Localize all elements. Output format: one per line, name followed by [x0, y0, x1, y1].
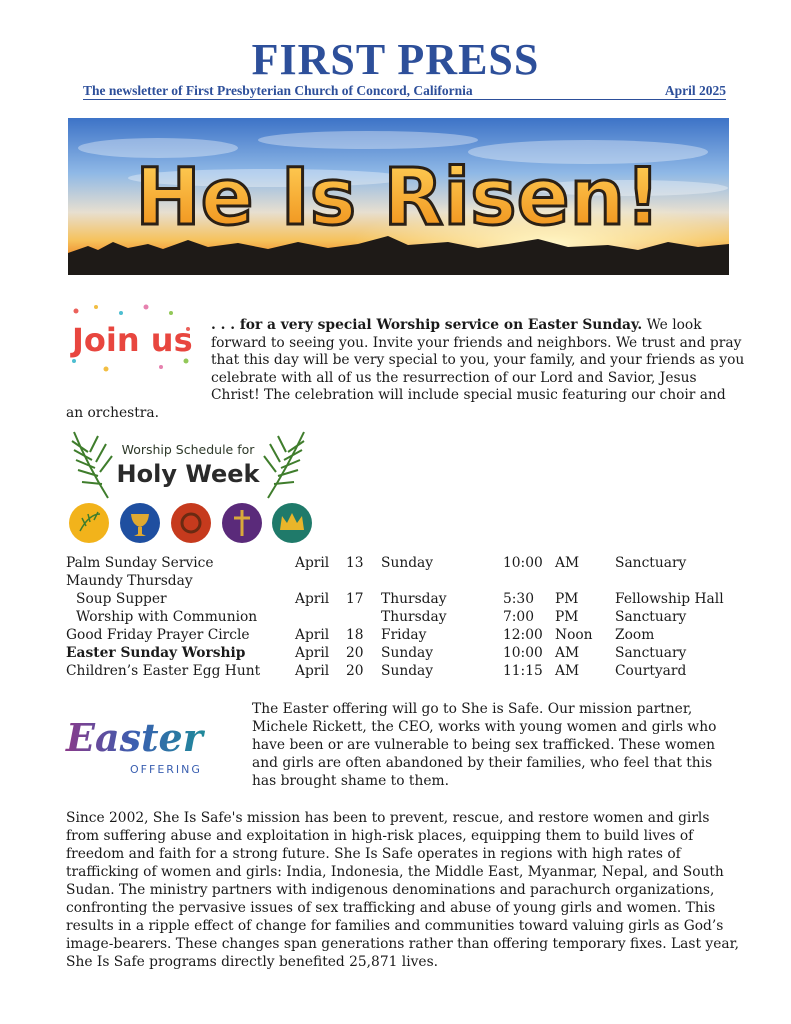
schedule-time: 5:30 — [503, 591, 534, 607]
schedule-event: Maundy Thursday — [66, 573, 193, 589]
palm-branch-left-icon — [72, 432, 112, 498]
easter-logo-sub: OFFERING — [130, 763, 202, 776]
join-us-lead: . . . for a very special Worship service on Easter Sunday. — [211, 317, 643, 333]
schedule-event: Easter Sunday Worship — [66, 645, 246, 661]
schedule-event: Worship with Communion — [76, 609, 258, 625]
schedule-place: Fellowship Hall — [615, 591, 724, 607]
he-is-risen-banner — [68, 118, 729, 275]
join-us-logo-text: Join us — [72, 321, 193, 359]
schedule-day: 17 — [346, 591, 364, 607]
join-us-paragraph — [66, 317, 746, 422]
newsletter-subtitle-bar — [83, 83, 726, 100]
schedule-event: Good Friday Prayer Circle — [66, 627, 250, 643]
schedule-place: Zoom — [615, 627, 655, 643]
join-us-body: We look forward to seeing you. Invite your friends and neighbors. We trust and pray that this day will be very special to you, your family, and your friends as you celebrate with all of us the resurrection of our Lord and Savior, Jesus Christ! The celebration will include special music featuring our choir and an orchestra. — [66, 317, 745, 421]
she-is-safe-paragraph: Since 2002, She Is Safe's mission has been to prevent, rescue, and restore women and girls from suffering abuse and exploitation in high-risk places, equipping them to build lives of freedom and faith for a strong future. She Is Safe operates in regions with high rates of trafficking of women and girls: India, Indonesia, the Middle East, Myanmar, Nepal, and South Sudan. The ministry partners with indigenous denominations and parachurch organizations, confronting the pervasive issues of sex trafficking and abuse of young girls and women. This results in a ripple effect of change for families and communities toward valuing girls as God’s image-bearers. These changes span generations rather than offering temporary fixes. Last year, She Is Safe programs directly benefited 25,871 lives. — [66, 810, 740, 970]
schedule-weekday: Sunday — [381, 645, 434, 661]
issue-date: April 2025 — [664, 83, 726, 98]
schedule-day: 18 — [346, 627, 364, 643]
newsletter-subtitle: The newsletter of First Presbyterian Church of Concord, California — [83, 83, 473, 98]
schedule-time: 7:00 — [503, 609, 534, 625]
schedule-ampm: Noon — [555, 627, 593, 643]
crown-of-thorns-circle-icon — [171, 503, 211, 543]
schedule-ampm: PM — [555, 609, 579, 625]
schedule-place: Courtyard — [615, 663, 687, 679]
schedule-time: 10:00 — [503, 645, 543, 661]
schedule-month: April — [295, 663, 330, 679]
holy-week-caption: Worship Schedule for — [121, 442, 255, 457]
schedule-month: April — [295, 591, 330, 607]
schedule-weekday: Friday — [381, 627, 427, 643]
schedule-time: 12:00 — [503, 627, 543, 643]
schedule-ampm: PM — [555, 591, 579, 607]
schedule-day: 20 — [346, 663, 364, 679]
schedule-event: Palm Sunday Service — [66, 555, 214, 571]
palm-circle-icon — [69, 503, 109, 543]
schedule-day: 20 — [346, 645, 364, 661]
palm-branch-right-icon — [264, 432, 304, 498]
schedule-weekday: Sunday — [381, 663, 434, 679]
schedule-place: Sanctuary — [615, 609, 687, 625]
schedule-place: Sanctuary — [615, 645, 687, 661]
schedule-weekday: Thursday — [381, 609, 447, 625]
holy-week-title: Holy Week — [116, 460, 260, 488]
schedule-ampm: AM — [555, 555, 580, 571]
schedule-event: Soup Supper — [76, 591, 167, 607]
banner-text: He Is Risen! — [135, 153, 661, 243]
schedule-weekday: Sunday — [381, 555, 434, 571]
schedule-day: 13 — [346, 555, 364, 571]
easter-logo-word: Easter — [66, 715, 203, 760]
schedule-month: April — [295, 555, 330, 571]
schedule-time: 11:15 — [503, 663, 543, 679]
schedule-weekday: Thursday — [381, 591, 447, 607]
schedule-month: April — [295, 645, 330, 661]
schedule-ampm: AM — [555, 663, 580, 679]
easter-offering-paragraph: The Easter offering will go to She is Safe. Our mission partner, Michele Rickett, the CEO, works with young women and girls who have been or are vulnerable to being sex trafficked. These women and girls are often abandoned by their families, who feel that this has brought shame to them. — [252, 701, 717, 789]
easter-offering-logo — [64, 707, 214, 779]
schedule-ampm: AM — [555, 645, 580, 661]
schedule-time: 10:00 — [503, 555, 543, 571]
schedule-month: April — [295, 627, 330, 643]
holy-week-graphic — [68, 426, 313, 551]
schedule-place: Sanctuary — [615, 555, 687, 571]
schedule-event: Children’s Easter Egg Hunt — [66, 663, 261, 679]
newsletter-title: FIRST PRESS — [251, 35, 540, 84]
